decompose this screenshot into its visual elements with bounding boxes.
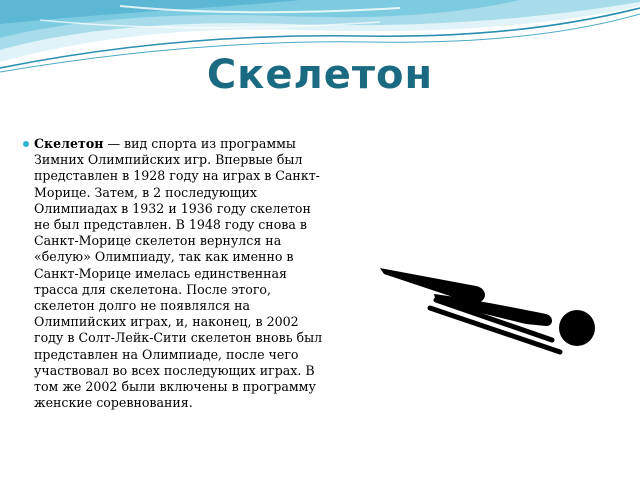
bullet-paragraph — [34, 136, 324, 411]
term-bold: Скелетон — [34, 136, 104, 151]
skeleton-sport-pictogram — [376, 260, 600, 360]
slide-title: Скелетон — [206, 52, 434, 98]
bullet-icon — [23, 141, 29, 147]
paragraph-text: — вид спорта из программы Зимних Олимпийских игр. Впервые был представлен в 1928 году на играх в Санкт-Морице. Затем, в 2 последующих Олимпиадах в 1932 и 1936 году скелетон не был представлен. В 1948 году снова в Санкт-Морице скелетон вернулся на «белую» Олимпиаду, так как именно в Санкт-Морице имелась единственная трасса для скелетона. После этого, скелетон долго не появлялся на Олимпийских играх, и, наконец, в 2002 году в Солт-Лейк-Сити скелетон вновь был представлен на Олимпиаде, после чего участвовал во всех последующих играх. В том же 2002 были включены в программу женские соревнования. — [34, 136, 323, 411]
